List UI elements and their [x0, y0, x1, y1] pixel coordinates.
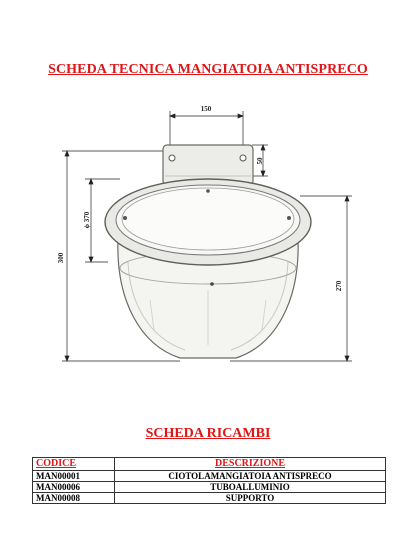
part-description: TUBOALLUMINIO: [115, 482, 386, 493]
dim-label-bracket-width: 150: [200, 105, 212, 113]
table-row: [33, 493, 386, 504]
part-description: SUPPORTO: [115, 493, 386, 504]
part-code: MAN00008: [33, 493, 115, 504]
dim-label-bowl-height: 270: [335, 280, 343, 292]
table-row: [33, 471, 386, 482]
parts-section-title: SCHEDA RICAMBI: [145, 426, 271, 441]
part-code: MAN00001: [33, 471, 115, 482]
table-row: [33, 482, 386, 493]
dim-label-diameter: ϕ 370: [83, 211, 91, 229]
part-description: CIOTOLAMANGIATOIA ANTISPRECO: [115, 471, 386, 482]
part-code: MAN00006: [33, 482, 115, 493]
bowl-illustration: [105, 145, 311, 358]
page-title: SCHEDA TECNICA MANGIATOIA ANTISPRECO: [48, 62, 368, 77]
dim-label-total-height: 300: [57, 252, 65, 264]
dim-label-bracket-height: 50: [256, 157, 264, 165]
parts-table-header: [33, 458, 386, 471]
header-description: DESCRIZIONE: [115, 458, 386, 471]
header-code: CODICE: [33, 458, 115, 471]
parts-table: [32, 457, 386, 504]
dimension-bracket-width: [170, 111, 243, 145]
